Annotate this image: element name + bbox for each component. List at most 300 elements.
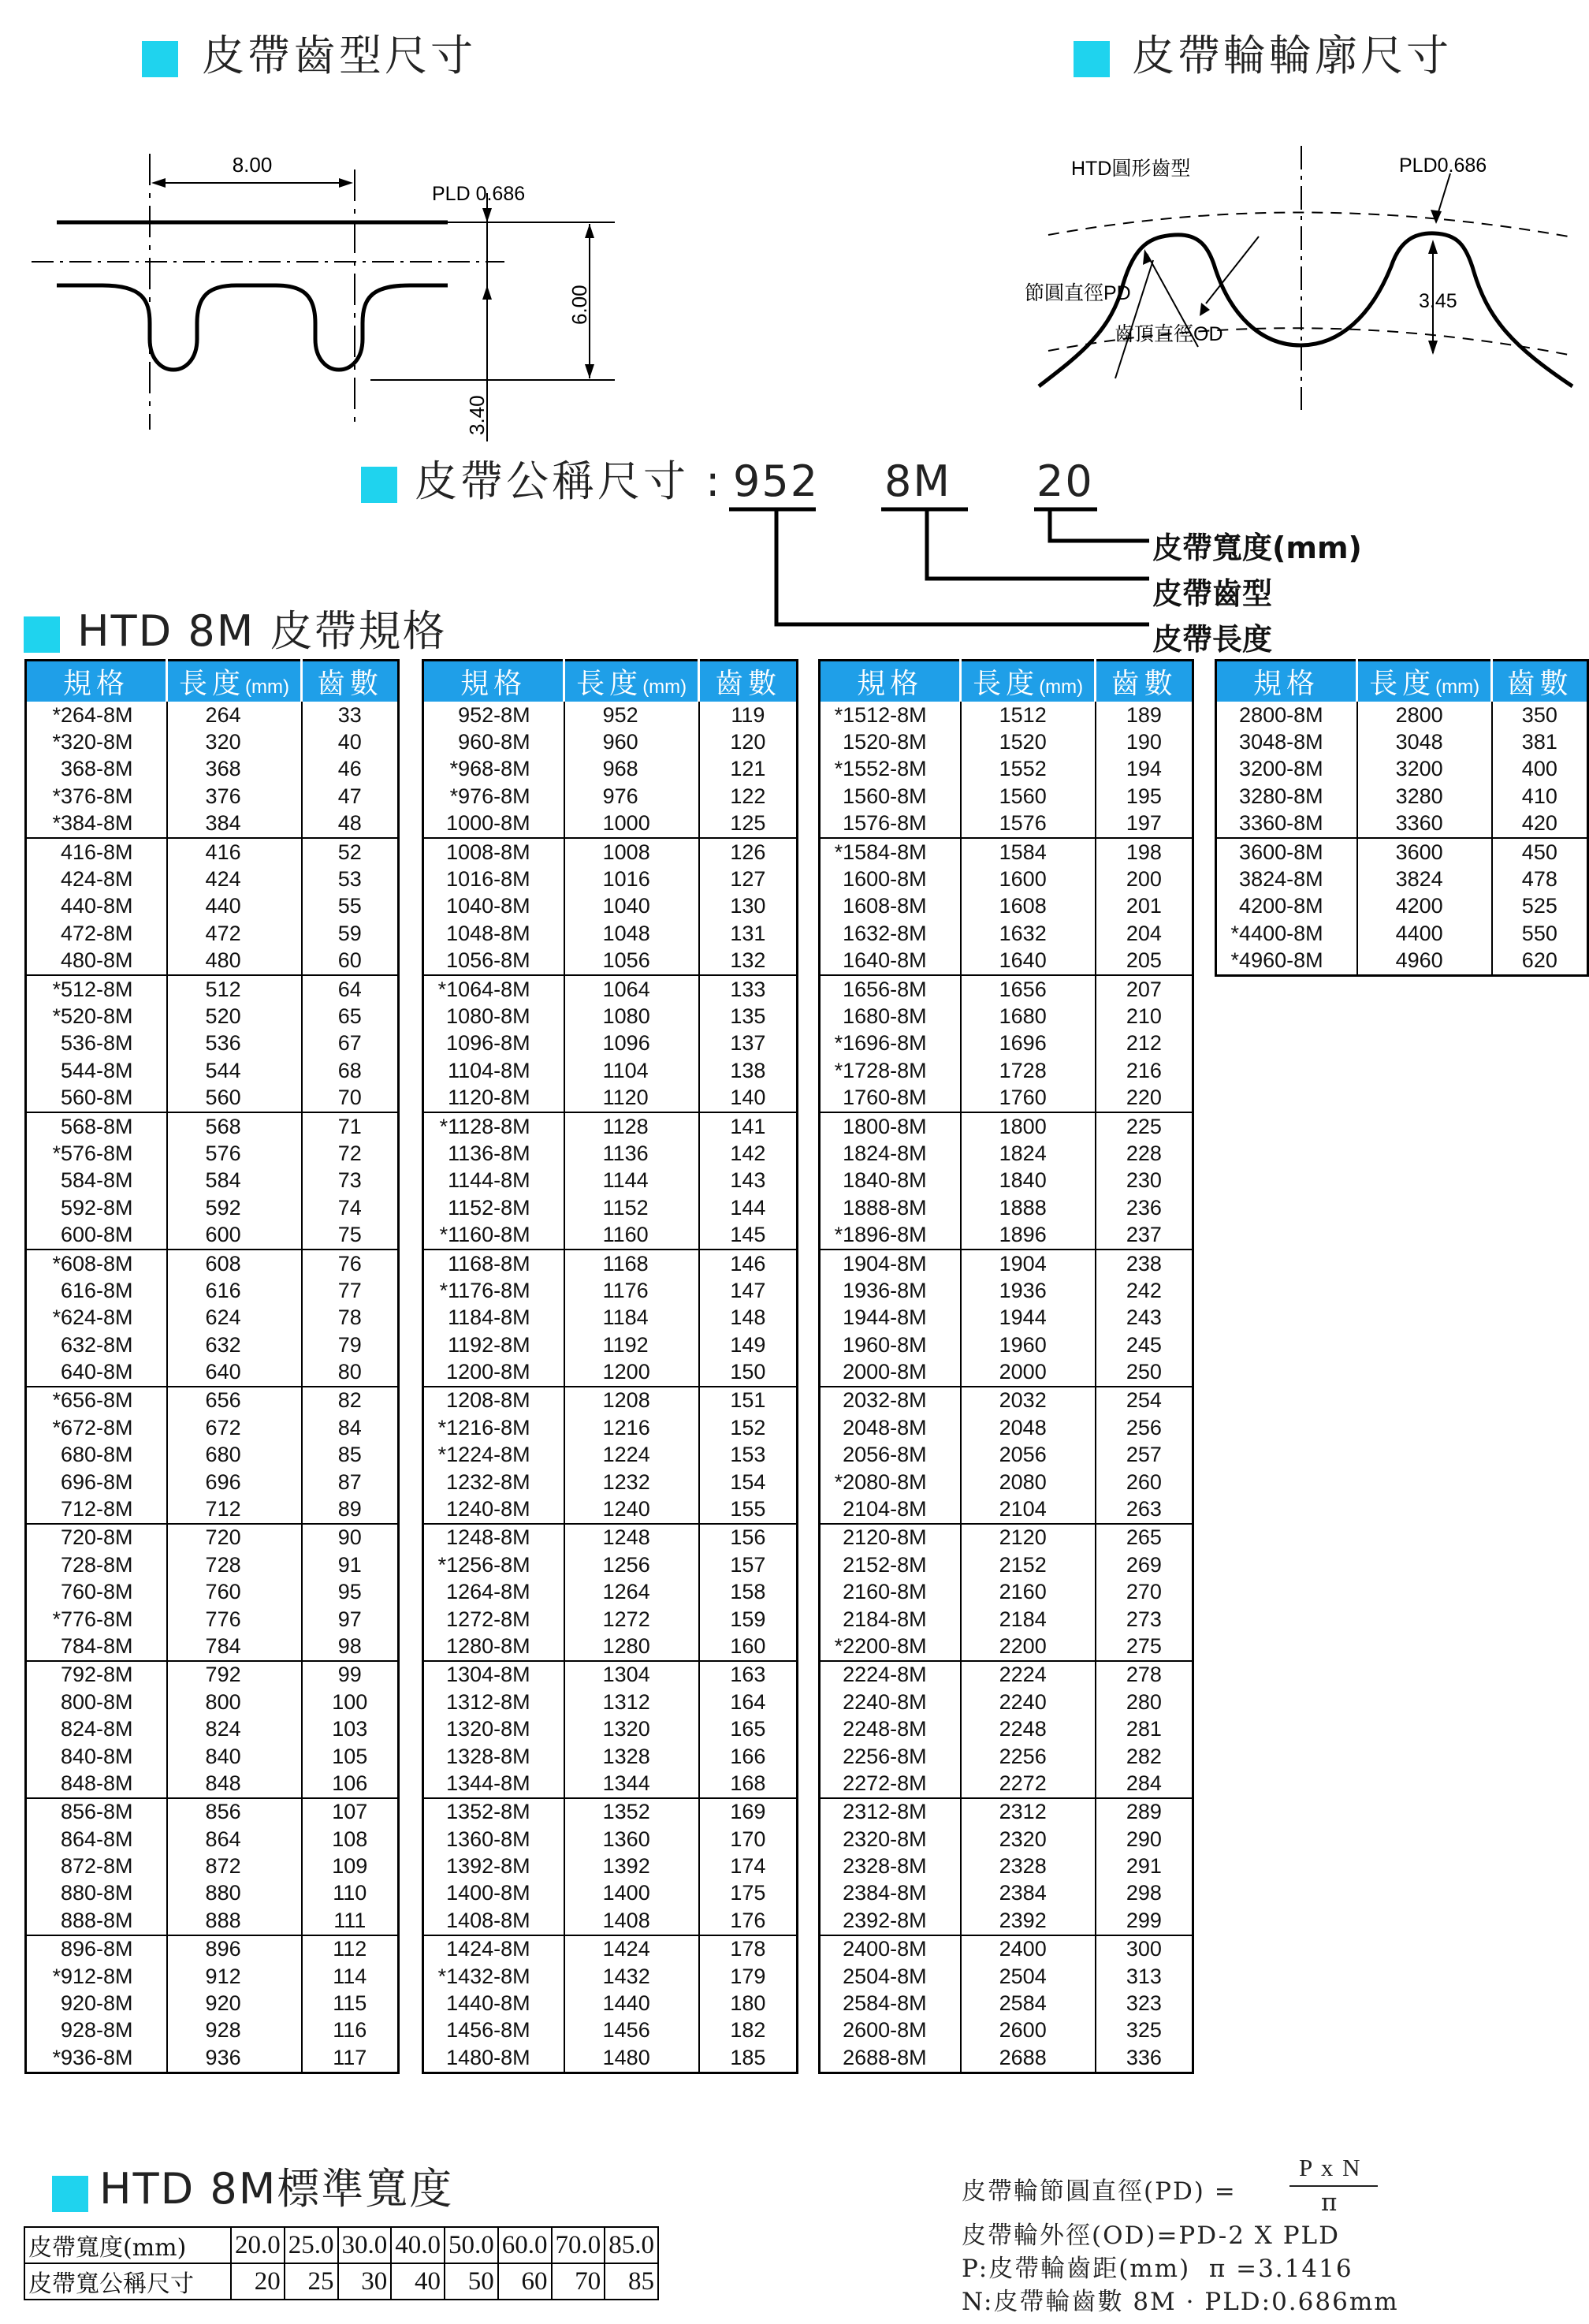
- table-row: [26, 1853, 399, 1879]
- length-cell: 1896: [961, 1221, 1096, 1249]
- spec-cell: 2120-8M: [843, 1525, 927, 1550]
- teeth-cell: 290: [1096, 1826, 1193, 1853]
- spec-cell: 2184-8M: [843, 1607, 927, 1631]
- heading-marker-icon: [24, 616, 60, 653]
- teeth-cell: 142: [699, 1140, 798, 1167]
- teeth-cell: 87: [302, 1469, 399, 1495]
- table-row: [26, 1168, 399, 1194]
- teeth-cell: 130: [699, 893, 798, 920]
- spec-cell: 1560-8M: [843, 784, 927, 808]
- table-row: [423, 1250, 798, 1277]
- table-row: [820, 756, 1193, 783]
- spec-cell: 1320-8M: [446, 1717, 530, 1741]
- length-cell: 2120: [961, 1524, 1096, 1551]
- spec-cell: 1136-8M: [448, 1141, 530, 1165]
- teeth-cell: 122: [699, 783, 798, 810]
- spec-cell: 1344-8M: [423, 1770, 564, 1797]
- teeth-cell: 135: [699, 1003, 798, 1030]
- length-cell: 1824: [961, 1140, 1096, 1167]
- spec-cell: 2504-8M: [843, 1964, 927, 1988]
- spec-cell: 720-8M: [61, 1525, 133, 1550]
- length-cell: 2272: [961, 1770, 1096, 1797]
- table-row: [26, 1551, 399, 1578]
- table-row: [423, 1084, 798, 1112]
- table-row: [26, 1633, 399, 1660]
- length-cell: 1184: [564, 1305, 699, 1331]
- table-row: [26, 1414, 399, 1441]
- table-row: [423, 1579, 798, 1606]
- teeth-cell: 133: [699, 975, 798, 1003]
- table-row: [423, 1305, 798, 1331]
- teeth-cell: 55: [302, 893, 399, 920]
- tooth-profile-heading: 皮帶齒型尺寸: [202, 31, 476, 80]
- table-row: [820, 783, 1193, 810]
- spec-cell: 1520-8M: [843, 730, 927, 754]
- table-row: [26, 1935, 399, 1963]
- table-row: [26, 1715, 399, 1742]
- table-row: [26, 1495, 399, 1523]
- table-row: [26, 1277, 399, 1304]
- spec-cell: 584-8M: [61, 1168, 133, 1193]
- teeth-cell: 146: [699, 1250, 798, 1277]
- spec-cell: 1800-8M: [843, 1114, 927, 1138]
- legend-belt-profile: 皮帶齒型: [1152, 576, 1273, 611]
- code-cell: 85: [605, 2263, 658, 2300]
- header-teeth: 齒數: [699, 661, 798, 702]
- code-cell: 70: [552, 2263, 605, 2300]
- length-cell: 2056: [961, 1442, 1096, 1469]
- spec-cell: 1048-8M: [446, 921, 530, 945]
- spec-cell: *624-8M: [52, 1305, 133, 1330]
- nominal-profile-value: 8M: [884, 456, 951, 506]
- table-row: [423, 1606, 798, 1633]
- length-cell: 1008: [564, 838, 699, 866]
- teeth-cell: 132: [699, 948, 798, 975]
- spec-cell: 2256-8M: [843, 1744, 927, 1768]
- table-row: [820, 1880, 1193, 1907]
- teeth-cell: 71: [302, 1112, 399, 1140]
- spec-cell: 1232-8M: [446, 1469, 530, 1494]
- teeth-cell: 126: [699, 838, 798, 866]
- teeth-cell: 90: [302, 1524, 399, 1551]
- table-row: [423, 1661, 798, 1689]
- teeth-cell: 97: [302, 1606, 399, 1633]
- teeth-cell: 76: [302, 1250, 399, 1277]
- teeth-cell: 73: [302, 1168, 399, 1194]
- length-cell: 920: [167, 1990, 302, 2017]
- table-row: [820, 1084, 1193, 1112]
- length-cell: 1064: [564, 975, 699, 1003]
- length-cell: 416: [167, 838, 302, 866]
- spec-cell: 888-8M: [26, 1907, 167, 1935]
- length-cell: 1400: [564, 1880, 699, 1907]
- teeth-cell: 228: [1096, 1140, 1193, 1167]
- length-cell: 1904: [961, 1250, 1096, 1277]
- table-row: [423, 893, 798, 920]
- teeth-cell: 238: [1096, 1250, 1193, 1277]
- length-cell: 760: [167, 1579, 302, 1606]
- spec-cell: 1200-8M: [423, 1358, 564, 1386]
- teeth-cell: 198: [1096, 838, 1193, 866]
- length-cell: 1696: [961, 1030, 1096, 1057]
- teeth-cell: 78: [302, 1305, 399, 1331]
- table-row: [820, 1469, 1193, 1495]
- table-row: [820, 2044, 1193, 2073]
- length-cell: 2328: [961, 1853, 1096, 1879]
- length-cell: 1600: [961, 866, 1096, 892]
- spec-cell: 640-8M: [26, 1358, 167, 1386]
- teeth-cell: 207: [1096, 975, 1193, 1003]
- teeth-cell: 145: [699, 1221, 798, 1249]
- teeth-cell: 256: [1096, 1414, 1193, 1441]
- length-cell: 1272: [564, 1606, 699, 1633]
- spec-cell: 1272-8M: [446, 1607, 530, 1631]
- spec-cell: 480-8M: [26, 948, 167, 975]
- table-row: [820, 1305, 1193, 1331]
- length-cell: 2224: [961, 1661, 1096, 1689]
- teeth-cell: 150: [699, 1358, 798, 1386]
- length-cell: 1248: [564, 1524, 699, 1551]
- spec-cell: 896-8M: [61, 1937, 133, 1961]
- table-row: [26, 1524, 399, 1551]
- teeth-cell: 79: [302, 1331, 399, 1358]
- length-cell: 608: [167, 1250, 302, 1277]
- teeth-cell: 298: [1096, 1880, 1193, 1907]
- spec-cell: 712-8M: [26, 1495, 167, 1523]
- teeth-cell: 127: [699, 866, 798, 892]
- table-row: [820, 1250, 1193, 1277]
- table-row: [423, 702, 798, 728]
- width-cell: 50.0: [445, 2227, 498, 2263]
- table-row: [1216, 728, 1588, 755]
- spec-cell: 824-8M: [61, 1717, 133, 1741]
- length-cell: 1000: [564, 810, 699, 838]
- spec-cell: 568-8M: [61, 1114, 133, 1138]
- length-cell: 1960: [961, 1331, 1096, 1358]
- length-cell: 1432: [564, 1963, 699, 1990]
- length-cell: 2600: [961, 2017, 1096, 2044]
- spec-cell: 2384-8M: [843, 1881, 927, 1905]
- spec-cell: 800-8M: [61, 1689, 133, 1714]
- length-cell: 1096: [564, 1030, 699, 1057]
- table-row: [423, 1963, 798, 1990]
- teeth-cell: 260: [1096, 1469, 1193, 1495]
- length-cell: 2080: [961, 1469, 1096, 1495]
- teeth-cell: 33: [302, 702, 399, 728]
- formula-pd: 皮帶輪節圓直徑(PD) =: [962, 2177, 1237, 2206]
- table-row: [26, 2017, 399, 2044]
- tooth-depth-label: 3.40: [465, 395, 489, 435]
- table-row: [423, 1826, 798, 1853]
- length-cell: 2152: [961, 1551, 1096, 1578]
- table-row: [26, 1331, 399, 1358]
- width-row: [24, 2227, 658, 2263]
- length-cell: 880: [167, 1880, 302, 1907]
- table-row: [423, 1689, 798, 1715]
- length-cell: 1888: [961, 1194, 1096, 1221]
- table-row: [820, 1003, 1193, 1030]
- teeth-cell: 119: [699, 702, 798, 728]
- teeth-cell: 154: [699, 1469, 798, 1495]
- table-row: [820, 1030, 1193, 1057]
- length-cell: 600: [167, 1221, 302, 1249]
- spec-cell: 2032-8M: [843, 1388, 927, 1413]
- spec-cell: *976-8M: [449, 784, 530, 808]
- teeth-cell: 160: [699, 1633, 798, 1660]
- teeth-cell: 313: [1096, 1963, 1193, 1990]
- width-cell: 40.0: [391, 2227, 445, 2263]
- table-row: [820, 1990, 1193, 2017]
- table-row: [26, 920, 399, 947]
- spec-cell: *776-8M: [52, 1607, 133, 1631]
- spec-cell: *2080-8M: [834, 1469, 927, 1494]
- length-cell: 4400: [1357, 920, 1492, 947]
- width-cell: 85.0: [605, 2227, 658, 2263]
- spec-cell: 2272-8M: [820, 1770, 961, 1797]
- table-row: [423, 1524, 798, 1551]
- length-cell: 800: [167, 1689, 302, 1715]
- teeth-cell: 59: [302, 920, 399, 947]
- teeth-cell: 77: [302, 1277, 399, 1304]
- code-row-label: 皮帶寬公稱尺寸: [24, 2263, 231, 2300]
- teeth-cell: 110: [302, 1880, 399, 1907]
- table-row: [423, 1880, 798, 1907]
- table-row: [820, 1331, 1193, 1358]
- spec-cell: *376-8M: [52, 784, 133, 808]
- spec-cell: 1016-8M: [446, 867, 530, 892]
- length-cell: 1080: [564, 1003, 699, 1030]
- length-cell: 2184: [961, 1606, 1096, 1633]
- teeth-cell: 400: [1492, 756, 1588, 783]
- spec-cell: 1608-8M: [843, 894, 927, 918]
- length-cell: 936: [167, 2044, 302, 2073]
- length-cell: 3600: [1357, 838, 1492, 866]
- spec-cell: 2328-8M: [843, 1854, 927, 1879]
- teeth-cell: 89: [302, 1495, 399, 1523]
- table-row: [423, 1331, 798, 1358]
- length-cell: 320: [167, 728, 302, 755]
- table-row: [423, 1140, 798, 1167]
- spec-table-4: [1215, 659, 1589, 977]
- teeth-cell: 91: [302, 1551, 399, 1578]
- table-row: [820, 1358, 1193, 1386]
- teeth-cell: 179: [699, 1963, 798, 1990]
- table-row: [820, 948, 1193, 975]
- table-row: [26, 1305, 399, 1331]
- table-row: [423, 1003, 798, 1030]
- formula-p: P:皮帶輪齒距(mm) π =3.1416: [962, 2255, 1353, 2283]
- teeth-cell: 200: [1096, 866, 1193, 892]
- length-cell: 640: [167, 1358, 302, 1386]
- length-cell: 384: [167, 810, 302, 838]
- table-row: [26, 1743, 399, 1770]
- spec-cell: *1064-8M: [437, 977, 530, 1001]
- length-cell: 1056: [564, 948, 699, 975]
- formula-denominator: π: [1321, 2188, 1339, 2217]
- teeth-cell: 105: [302, 1743, 399, 1770]
- spec-cell: 1000-8M: [423, 810, 564, 838]
- teeth-cell: 291: [1096, 1853, 1193, 1879]
- spec-cell: *1128-8M: [439, 1114, 530, 1138]
- table-row: [820, 1689, 1193, 1715]
- length-cell: 672: [167, 1414, 302, 1441]
- spec-cell: *1552-8M: [834, 757, 927, 781]
- spec-cell: 536-8M: [61, 1031, 133, 1056]
- teeth-cell: 620: [1492, 948, 1588, 976]
- table-row: [1216, 866, 1588, 892]
- teeth-cell: 141: [699, 1112, 798, 1140]
- teeth-cell: 109: [302, 1853, 399, 1879]
- teeth-cell: 137: [699, 1030, 798, 1057]
- teeth-cell: 168: [699, 1770, 798, 1797]
- length-cell: 1608: [961, 893, 1096, 920]
- spec-cell: 1760-8M: [820, 1084, 961, 1112]
- table-row: [820, 1387, 1193, 1414]
- table-row: [26, 1003, 399, 1030]
- spec-cell: 1824-8M: [843, 1141, 927, 1165]
- length-cell: 424: [167, 866, 302, 892]
- code-cell: 40: [391, 2263, 445, 2300]
- table-row: [26, 1990, 399, 2017]
- teeth-cell: 281: [1096, 1715, 1193, 1742]
- table-row: [820, 893, 1193, 920]
- length-cell: 2000: [961, 1358, 1096, 1386]
- table-row: [423, 1853, 798, 1879]
- table-row: [820, 1743, 1193, 1770]
- table-row: [820, 1168, 1193, 1194]
- teeth-cell: 159: [699, 1606, 798, 1633]
- length-cell: 776: [167, 1606, 302, 1633]
- spec-cell: 1408-8M: [423, 1907, 564, 1935]
- length-cell: 1512: [961, 702, 1096, 728]
- spec-cell: 592-8M: [61, 1195, 133, 1220]
- length-cell: 632: [167, 1331, 302, 1358]
- table-row: [26, 1442, 399, 1469]
- teeth-cell: 169: [699, 1798, 798, 1826]
- table-row: [26, 1112, 399, 1140]
- teeth-cell: 225: [1096, 1112, 1193, 1140]
- table-row: [26, 975, 399, 1003]
- length-cell: 856: [167, 1798, 302, 1826]
- length-cell: 1584: [961, 838, 1096, 866]
- table-row: [820, 1194, 1193, 1221]
- teeth-cell: 194: [1096, 756, 1193, 783]
- table-row: [423, 1168, 798, 1194]
- teeth-cell: 381: [1492, 728, 1588, 755]
- length-cell: 1520: [961, 728, 1096, 755]
- teeth-cell: 120: [699, 728, 798, 755]
- spec-cell: 1888-8M: [843, 1195, 927, 1220]
- length-cell: 1392: [564, 1853, 699, 1879]
- table-row: [423, 1112, 798, 1140]
- teeth-cell: 158: [699, 1579, 798, 1606]
- table-row: [820, 1057, 1193, 1084]
- spec-cell: 848-8M: [26, 1770, 167, 1797]
- spec-cell: *968-8M: [449, 757, 530, 781]
- spec-cell: 2048-8M: [843, 1415, 927, 1439]
- table-row: [820, 920, 1193, 947]
- table-row: [26, 783, 399, 810]
- header-spec: 規格: [26, 661, 167, 702]
- table-row: [26, 1057, 399, 1084]
- teeth-cell: 420: [1492, 810, 1588, 838]
- length-cell: 896: [167, 1935, 302, 1963]
- spec-cell: *1224-8M: [437, 1443, 530, 1467]
- length-cell: 2384: [961, 1880, 1096, 1907]
- table-row: [820, 1715, 1193, 1742]
- length-cell: 1328: [564, 1743, 699, 1770]
- table-row: [423, 948, 798, 975]
- length-cell: 1256: [564, 1551, 699, 1578]
- table-row: [423, 2017, 798, 2044]
- spec-cell: 1904-8M: [843, 1251, 927, 1276]
- spec-cell: 1944-8M: [843, 1305, 927, 1330]
- teeth-cell: 121: [699, 756, 798, 783]
- length-cell: 1408: [564, 1907, 699, 1935]
- length-cell: 616: [167, 1277, 302, 1304]
- spec-cell: 2400-8M: [843, 1937, 927, 1961]
- pulley-pld-label: PLD0.686: [1399, 155, 1487, 177]
- width-cell: 60.0: [498, 2227, 552, 2263]
- htd-profile-label: HTD圓形齒型: [1071, 158, 1191, 180]
- table-row: [26, 1358, 399, 1386]
- table-row: [423, 1030, 798, 1057]
- teeth-cell: 236: [1096, 1194, 1193, 1221]
- od-label: 齒頂直徑OD: [1115, 323, 1223, 345]
- spec-cell: 784-8M: [26, 1633, 167, 1660]
- spec-cell: 1840-8M: [843, 1168, 927, 1193]
- teeth-cell: 52: [302, 838, 399, 866]
- table-row: [820, 810, 1193, 838]
- spec-cell: 2312-8M: [843, 1800, 927, 1824]
- teeth-cell: 111: [302, 1907, 399, 1935]
- spec-cell: 1656-8M: [843, 977, 927, 1001]
- nominal-width-value: 20: [1036, 456, 1094, 506]
- table-row: [26, 1689, 399, 1715]
- teeth-cell: 263: [1096, 1495, 1193, 1523]
- length-cell: 2032: [961, 1387, 1096, 1414]
- spec-cell: 2000-8M: [820, 1358, 961, 1386]
- spec-cell: *1896-8M: [820, 1221, 961, 1249]
- length-cell: 1304: [564, 1661, 699, 1689]
- legend-belt-length: 皮帶長度: [1152, 622, 1273, 657]
- spec-cell: 1392-8M: [446, 1854, 530, 1879]
- teeth-cell: 269: [1096, 1551, 1193, 1578]
- teeth-cell: 155: [699, 1495, 798, 1523]
- length-cell: 696: [167, 1469, 302, 1495]
- teeth-cell: 138: [699, 1057, 798, 1084]
- table-row: [423, 1743, 798, 1770]
- teeth-cell: 323: [1096, 1990, 1193, 2017]
- teeth-cell: 114: [302, 1963, 399, 1990]
- table-row: [423, 838, 798, 866]
- length-cell: 952: [564, 702, 699, 728]
- teeth-cell: 176: [699, 1907, 798, 1935]
- spec-cell: 560-8M: [26, 1084, 167, 1112]
- code-cell: 25: [285, 2263, 338, 2300]
- length-cell: 4200: [1357, 893, 1492, 920]
- teeth-cell: 165: [699, 1715, 798, 1742]
- length-cell: 2688: [961, 2044, 1096, 2073]
- table-row: [820, 1661, 1193, 1689]
- spec-cell: *4960-8M: [1230, 948, 1323, 973]
- spec-cell: 2688-8M: [843, 2045, 927, 2069]
- teeth-cell: 53: [302, 866, 399, 892]
- length-cell: 728: [167, 1551, 302, 1578]
- length-cell: 1480: [564, 2044, 699, 2073]
- teeth-cell: 182: [699, 2017, 798, 2044]
- spec-cell: 3200-8M: [1239, 757, 1323, 781]
